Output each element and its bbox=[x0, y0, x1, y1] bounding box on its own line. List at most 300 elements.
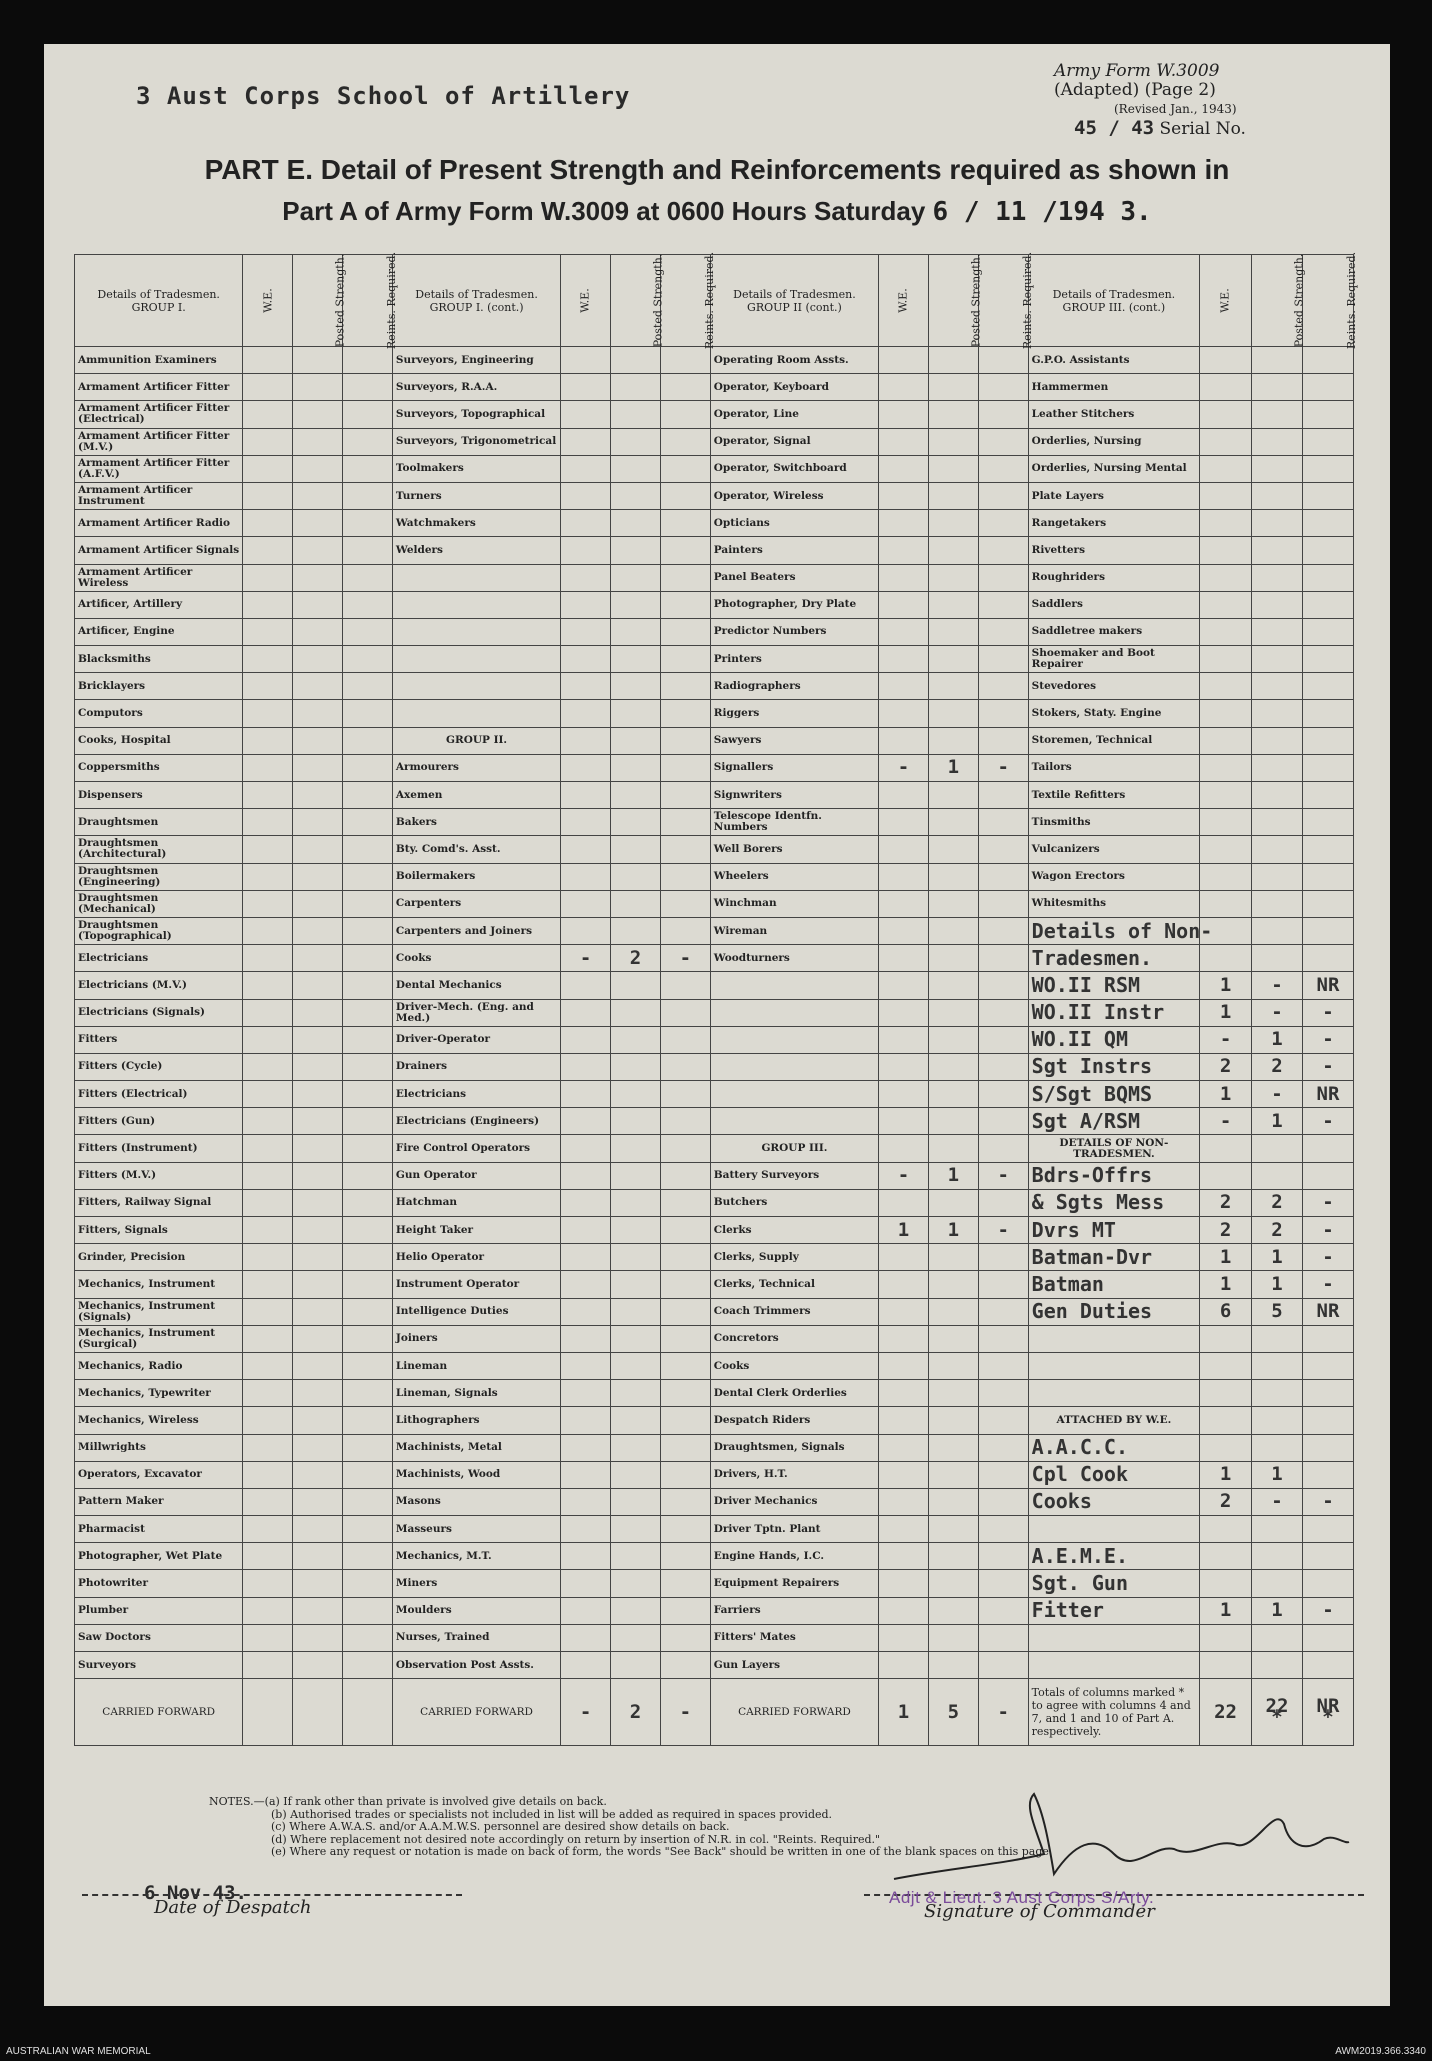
reints-value bbox=[343, 591, 393, 618]
posted-value bbox=[293, 374, 343, 401]
posted-value bbox=[293, 1298, 343, 1325]
trade-name: Cooks bbox=[1028, 1488, 1199, 1515]
reints-value: - bbox=[1302, 1488, 1353, 1515]
trade-name: Lithographers bbox=[392, 1407, 560, 1434]
trade-name: Surveyors, Trigonometrical bbox=[392, 428, 560, 455]
reints-value bbox=[1302, 482, 1353, 509]
note-e: (e) Where any request or notation is made on back of form, the words "See Back" should be written in one of the blank spaces on this page. bbox=[271, 1845, 1053, 1858]
posted-value bbox=[611, 537, 661, 564]
we-value bbox=[879, 1135, 929, 1162]
table-row bbox=[75, 972, 1354, 999]
posted-value bbox=[928, 1189, 978, 1216]
strength-grid bbox=[74, 251, 1359, 1746]
trade-name: Machinists, Metal bbox=[392, 1434, 560, 1461]
reints-value bbox=[343, 1407, 393, 1434]
trade-name bbox=[1028, 1325, 1199, 1352]
table-row bbox=[75, 1488, 1354, 1515]
table-row bbox=[75, 1217, 1354, 1244]
posted-value: 1 bbox=[1252, 1026, 1303, 1053]
posted-value bbox=[293, 1271, 343, 1298]
trade-name: ATTACHED BY W.E. bbox=[1028, 1407, 1199, 1434]
posted-value bbox=[928, 1488, 978, 1515]
we-value bbox=[243, 1271, 293, 1298]
reints-value bbox=[660, 428, 710, 455]
title-line-2-prefix: Part A of Army Form W.3009 at 0600 Hours Saturday bbox=[282, 196, 926, 226]
reints-value bbox=[978, 374, 1028, 401]
trade-name: A.A.C.C. bbox=[1028, 1434, 1199, 1461]
we-value bbox=[879, 1298, 929, 1325]
posted-value bbox=[293, 1652, 343, 1679]
reints-value bbox=[343, 917, 393, 944]
title-line-2 bbox=[44, 196, 1390, 227]
posted-value bbox=[1252, 1407, 1303, 1434]
we-value bbox=[561, 1189, 611, 1216]
we-value bbox=[243, 1244, 293, 1271]
reints-value bbox=[660, 1652, 710, 1679]
trade-name: Radiographers bbox=[710, 673, 878, 700]
posted-value: - bbox=[1252, 1488, 1303, 1515]
we-value bbox=[1200, 754, 1252, 781]
reints-value bbox=[978, 1597, 1028, 1624]
posted-value bbox=[1252, 917, 1303, 944]
we-value bbox=[561, 782, 611, 809]
we-value bbox=[561, 1380, 611, 1407]
posted-value bbox=[611, 890, 661, 917]
posted-value: 2 bbox=[611, 945, 661, 972]
page-title bbox=[44, 154, 1390, 227]
reints-value bbox=[343, 727, 393, 754]
posted-value bbox=[293, 510, 343, 537]
note-b: (b) Authorised trades or specialists not included in list will be added as required in spaces provided. bbox=[271, 1807, 833, 1821]
trade-name: Draughtsmen, Signals bbox=[710, 1434, 878, 1461]
reints-value bbox=[660, 1325, 710, 1352]
trade-name bbox=[392, 646, 560, 673]
reints-value bbox=[660, 1271, 710, 1298]
posted-value bbox=[293, 347, 343, 374]
trade-name bbox=[710, 1108, 878, 1135]
posted-value bbox=[293, 455, 343, 482]
we-value bbox=[879, 1624, 929, 1651]
total-posted: 22 * bbox=[1252, 1679, 1303, 1746]
reints-value bbox=[978, 564, 1028, 591]
trade-name: Carpenters bbox=[392, 890, 560, 917]
trade-name bbox=[1028, 1380, 1199, 1407]
we-value bbox=[243, 591, 293, 618]
posted-value bbox=[611, 482, 661, 509]
we-value bbox=[1200, 591, 1252, 618]
reints-value bbox=[343, 1624, 393, 1651]
posted-value bbox=[611, 1570, 661, 1597]
trade-name: Operating Room Assts. bbox=[710, 347, 878, 374]
table-row bbox=[75, 1597, 1354, 1624]
we-value bbox=[879, 591, 929, 618]
reints-value bbox=[978, 1380, 1028, 1407]
we-value bbox=[243, 890, 293, 917]
reints-value bbox=[660, 1162, 710, 1189]
we-value bbox=[879, 727, 929, 754]
strength-table bbox=[74, 251, 1359, 1814]
trade-name: Toolmakers bbox=[392, 455, 560, 482]
posted-value bbox=[293, 1135, 343, 1162]
reints-value bbox=[660, 1407, 710, 1434]
posted-value bbox=[1252, 482, 1303, 509]
trade-name: Surveyors, R.A.A. bbox=[392, 374, 560, 401]
trade-name: Batman-Dvr bbox=[1028, 1244, 1199, 1271]
reints-value bbox=[343, 1298, 393, 1325]
trade-name: Fitters (Electrical) bbox=[75, 1081, 243, 1108]
trade-name: Gun Operator bbox=[392, 1162, 560, 1189]
trade-name: Butchers bbox=[710, 1189, 878, 1216]
we-value bbox=[243, 782, 293, 809]
posted-value bbox=[293, 972, 343, 999]
we-value bbox=[879, 673, 929, 700]
total-reints: NR * bbox=[1302, 1679, 1353, 1746]
trade-name: Boilermakers bbox=[392, 863, 560, 890]
trade-name: Helio Operator bbox=[392, 1244, 560, 1271]
reints-value bbox=[1302, 945, 1353, 972]
reints-value bbox=[978, 1570, 1028, 1597]
reints-value bbox=[660, 782, 710, 809]
reints-value bbox=[343, 1026, 393, 1053]
table-row bbox=[75, 1543, 1354, 1570]
posted-value bbox=[611, 1081, 661, 1108]
return-date: 6 / 11 /194 3. bbox=[932, 197, 1152, 227]
carried-forward-row bbox=[75, 1679, 1354, 1746]
posted-value bbox=[928, 1407, 978, 1434]
reints-value: - bbox=[978, 1217, 1028, 1244]
carried-b-reints: - bbox=[660, 1679, 710, 1746]
we-value bbox=[879, 347, 929, 374]
reints-value bbox=[660, 510, 710, 537]
trade-name: Sgt. Gun bbox=[1028, 1570, 1199, 1597]
reints-value bbox=[978, 455, 1028, 482]
posted-value: 2 bbox=[1252, 1217, 1303, 1244]
we-value: - bbox=[879, 754, 929, 781]
reints-value bbox=[660, 374, 710, 401]
posted-value bbox=[1252, 809, 1303, 836]
reints-value bbox=[660, 564, 710, 591]
posted-value bbox=[1252, 890, 1303, 917]
we-value bbox=[561, 1570, 611, 1597]
trade-name: Orderlies, Nursing bbox=[1028, 428, 1199, 455]
col-we: W.E. bbox=[879, 255, 929, 347]
table-row bbox=[75, 428, 1354, 455]
reints-value bbox=[660, 1108, 710, 1135]
posted-value bbox=[611, 999, 661, 1026]
reints-value bbox=[978, 1352, 1028, 1379]
trade-name: GROUP II. bbox=[392, 727, 560, 754]
reints-value: NR bbox=[1302, 1298, 1353, 1325]
reints-value bbox=[343, 1380, 393, 1407]
trade-name: Surveyors bbox=[75, 1652, 243, 1679]
reints-value bbox=[978, 945, 1028, 972]
reints-value bbox=[660, 618, 710, 645]
posted-value bbox=[611, 1516, 661, 1543]
we-value bbox=[243, 1162, 293, 1189]
we-value bbox=[561, 1624, 611, 1651]
reints-value bbox=[1302, 1570, 1353, 1597]
we-value bbox=[243, 1380, 293, 1407]
trade-name: Bricklayers bbox=[75, 673, 243, 700]
reints-value bbox=[343, 618, 393, 645]
reints-value bbox=[978, 1434, 1028, 1461]
reints-value bbox=[660, 1380, 710, 1407]
posted-value bbox=[1252, 1352, 1303, 1379]
form-adapted: (Adapted) (Page 2) bbox=[1054, 80, 1216, 100]
table-row bbox=[75, 455, 1354, 482]
trade-name: Machinists, Wood bbox=[392, 1461, 560, 1488]
note-d: (d) Where replacement not desired note accordingly on return by insertion of N.R. in col. "Reints. Required." bbox=[271, 1832, 881, 1846]
we-value bbox=[561, 482, 611, 509]
we-value bbox=[879, 537, 929, 564]
reints-value bbox=[660, 917, 710, 944]
reints-value bbox=[343, 1325, 393, 1352]
we-value bbox=[561, 347, 611, 374]
trade-name: Operator, Wireless bbox=[710, 482, 878, 509]
trade-name bbox=[392, 618, 560, 645]
reints-value bbox=[978, 890, 1028, 917]
trade-name: Axemen bbox=[392, 782, 560, 809]
trade-name: Printers bbox=[710, 646, 878, 673]
we-value bbox=[243, 1461, 293, 1488]
reints-value bbox=[343, 700, 393, 727]
trade-name: Miners bbox=[392, 1570, 560, 1597]
posted-value bbox=[928, 700, 978, 727]
trade-name: Sgt Instrs bbox=[1028, 1053, 1199, 1080]
reints-value bbox=[1302, 782, 1353, 809]
reints-value bbox=[343, 1488, 393, 1515]
posted-value: 1 bbox=[928, 754, 978, 781]
trade-name: Plumber bbox=[75, 1597, 243, 1624]
carried-forward-label: CARRIED FORWARD bbox=[75, 1679, 243, 1746]
posted-value bbox=[928, 1271, 978, 1298]
trade-name: Stokers, Staty. Engine bbox=[1028, 700, 1199, 727]
trade-name: Bdrs-Offrs bbox=[1028, 1162, 1199, 1189]
table-row bbox=[75, 945, 1354, 972]
col-posted: Posted Strength. bbox=[1252, 255, 1303, 347]
table-row bbox=[75, 618, 1354, 645]
we-value bbox=[1200, 1407, 1252, 1434]
reints-value bbox=[978, 482, 1028, 509]
posted-value bbox=[928, 537, 978, 564]
reints-value bbox=[660, 972, 710, 999]
trade-name: Engine Hands, I.C. bbox=[710, 1543, 878, 1570]
posted-value bbox=[611, 1352, 661, 1379]
reints-value bbox=[660, 890, 710, 917]
reints-value bbox=[343, 945, 393, 972]
reints-value bbox=[343, 1189, 393, 1216]
we-value bbox=[561, 537, 611, 564]
posted-value: 1 bbox=[1252, 1271, 1303, 1298]
we-value: 6 bbox=[1200, 1298, 1252, 1325]
trade-name: Panel Beaters bbox=[710, 564, 878, 591]
trade-name: Vulcanizers bbox=[1028, 836, 1199, 863]
reints-value bbox=[1302, 401, 1353, 428]
posted-value bbox=[611, 1380, 661, 1407]
we-value bbox=[561, 591, 611, 618]
table-row bbox=[75, 782, 1354, 809]
posted-value bbox=[1252, 1380, 1303, 1407]
reints-value: - bbox=[1302, 1053, 1353, 1080]
trade-name: Masseurs bbox=[392, 1516, 560, 1543]
we-value bbox=[561, 972, 611, 999]
we-value bbox=[1200, 1543, 1252, 1570]
reints-value: NR bbox=[1302, 972, 1353, 999]
posted-value bbox=[928, 1108, 978, 1135]
trade-name: Battery Surveyors bbox=[710, 1162, 878, 1189]
trade-name: Operator, Keyboard bbox=[710, 374, 878, 401]
we-value bbox=[1200, 1570, 1252, 1597]
reints-value bbox=[1302, 591, 1353, 618]
reints-value bbox=[343, 482, 393, 509]
posted-value bbox=[611, 1652, 661, 1679]
reints-value bbox=[1302, 1461, 1353, 1488]
posted-value bbox=[1252, 618, 1303, 645]
reints-value bbox=[978, 809, 1028, 836]
trade-name: Riggers bbox=[710, 700, 878, 727]
trade-name: Mechanics, Instrument (Surgical) bbox=[75, 1325, 243, 1352]
reints-value bbox=[343, 1543, 393, 1570]
trade-name: Coach Trimmers bbox=[710, 1298, 878, 1325]
we-value bbox=[243, 428, 293, 455]
trade-name: Roughriders bbox=[1028, 564, 1199, 591]
trade-name: Predictor Numbers bbox=[710, 618, 878, 645]
posted-value bbox=[928, 564, 978, 591]
table-row bbox=[75, 999, 1354, 1026]
we-value bbox=[561, 917, 611, 944]
reints-value bbox=[978, 673, 1028, 700]
reints-value bbox=[660, 1488, 710, 1515]
we-value bbox=[561, 1081, 611, 1108]
posted-value bbox=[293, 890, 343, 917]
table-row bbox=[75, 1026, 1354, 1053]
trade-name bbox=[710, 1053, 878, 1080]
trade-name bbox=[392, 700, 560, 727]
table-row bbox=[75, 1325, 1354, 1352]
we-value bbox=[1200, 646, 1252, 673]
trade-name bbox=[392, 564, 560, 591]
posted-value bbox=[611, 564, 661, 591]
trade-name: Electricians (M.V.) bbox=[75, 972, 243, 999]
trade-name: Artificer, Engine bbox=[75, 618, 243, 645]
posted-value bbox=[293, 945, 343, 972]
table-row bbox=[75, 374, 1354, 401]
reints-value bbox=[343, 836, 393, 863]
trade-name: Woodturners bbox=[710, 945, 878, 972]
we-value bbox=[879, 646, 929, 673]
trade-name: GROUP III. bbox=[710, 1135, 878, 1162]
posted-value bbox=[293, 836, 343, 863]
trade-name: Tinsmiths bbox=[1028, 809, 1199, 836]
reints-value bbox=[660, 809, 710, 836]
reints-value bbox=[978, 972, 1028, 999]
we-value bbox=[879, 1570, 929, 1597]
reints-value bbox=[660, 1570, 710, 1597]
we-value bbox=[1200, 809, 1252, 836]
we-value bbox=[1200, 890, 1252, 917]
we-value bbox=[243, 727, 293, 754]
trade-name: Gun Layers bbox=[710, 1652, 878, 1679]
reints-value bbox=[660, 1244, 710, 1271]
reints-value bbox=[660, 999, 710, 1026]
col-reints: Reints. Required. bbox=[1302, 255, 1353, 347]
reints-value bbox=[1302, 673, 1353, 700]
posted-value bbox=[611, 1244, 661, 1271]
trade-name: DETAILS OF NON-TRADESMEN. bbox=[1028, 1135, 1199, 1162]
trade-name: Electricians (Signals) bbox=[75, 999, 243, 1026]
posted-value bbox=[611, 1488, 661, 1515]
posted-value bbox=[293, 1162, 343, 1189]
posted-value bbox=[1252, 1516, 1303, 1543]
we-value bbox=[1200, 564, 1252, 591]
we-value bbox=[879, 863, 929, 890]
trade-name: Artificer, Artillery bbox=[75, 591, 243, 618]
we-value bbox=[561, 809, 611, 836]
trade-name: Fitters (M.V.) bbox=[75, 1162, 243, 1189]
we-value bbox=[243, 618, 293, 645]
archive-caption: AUSTRALIAN WAR MEMORIAL bbox=[6, 2046, 151, 2057]
posted-value bbox=[293, 1217, 343, 1244]
posted-value bbox=[928, 945, 978, 972]
we-value bbox=[561, 1271, 611, 1298]
posted-value bbox=[293, 1461, 343, 1488]
posted-value bbox=[293, 564, 343, 591]
reints-value bbox=[343, 1108, 393, 1135]
we-value bbox=[561, 1352, 611, 1379]
col-posted: Posted Strength. bbox=[928, 255, 978, 347]
trade-name: Draughtsmen bbox=[75, 809, 243, 836]
we-value bbox=[243, 809, 293, 836]
posted-value bbox=[928, 374, 978, 401]
posted-value bbox=[611, 809, 661, 836]
we-value bbox=[879, 836, 929, 863]
we-value bbox=[561, 700, 611, 727]
reints-value bbox=[1302, 890, 1353, 917]
we-value bbox=[243, 374, 293, 401]
reints-value bbox=[343, 1135, 393, 1162]
we-value bbox=[561, 564, 611, 591]
table-row bbox=[75, 510, 1354, 537]
reints-value bbox=[978, 1543, 1028, 1570]
reints-value bbox=[1302, 1652, 1353, 1679]
trade-name: Dispensers bbox=[75, 782, 243, 809]
trade-name: Surveyors, Engineering bbox=[392, 347, 560, 374]
we-value bbox=[879, 564, 929, 591]
table-row bbox=[75, 863, 1354, 890]
total-we: 22 bbox=[1200, 1679, 1252, 1746]
table-row bbox=[75, 1461, 1354, 1488]
trade-name: Dvrs MT bbox=[1028, 1217, 1199, 1244]
reints-value bbox=[1302, 537, 1353, 564]
posted-value bbox=[1252, 700, 1303, 727]
we-value bbox=[561, 1597, 611, 1624]
we-value bbox=[243, 1488, 293, 1515]
we-value: - bbox=[1200, 1108, 1252, 1135]
reints-value bbox=[978, 1026, 1028, 1053]
we-value bbox=[243, 917, 293, 944]
posted-value bbox=[928, 1652, 978, 1679]
we-value bbox=[561, 673, 611, 700]
we-value bbox=[243, 1189, 293, 1216]
table-row bbox=[75, 1053, 1354, 1080]
we-value bbox=[1200, 618, 1252, 645]
trade-name: Draughtsmen (Mechanical) bbox=[75, 890, 243, 917]
we-value bbox=[561, 863, 611, 890]
reints-value bbox=[1302, 917, 1353, 944]
trade-name: Details of Non- bbox=[1028, 917, 1199, 944]
reints-value bbox=[343, 809, 393, 836]
reints-value: - bbox=[1302, 999, 1353, 1026]
